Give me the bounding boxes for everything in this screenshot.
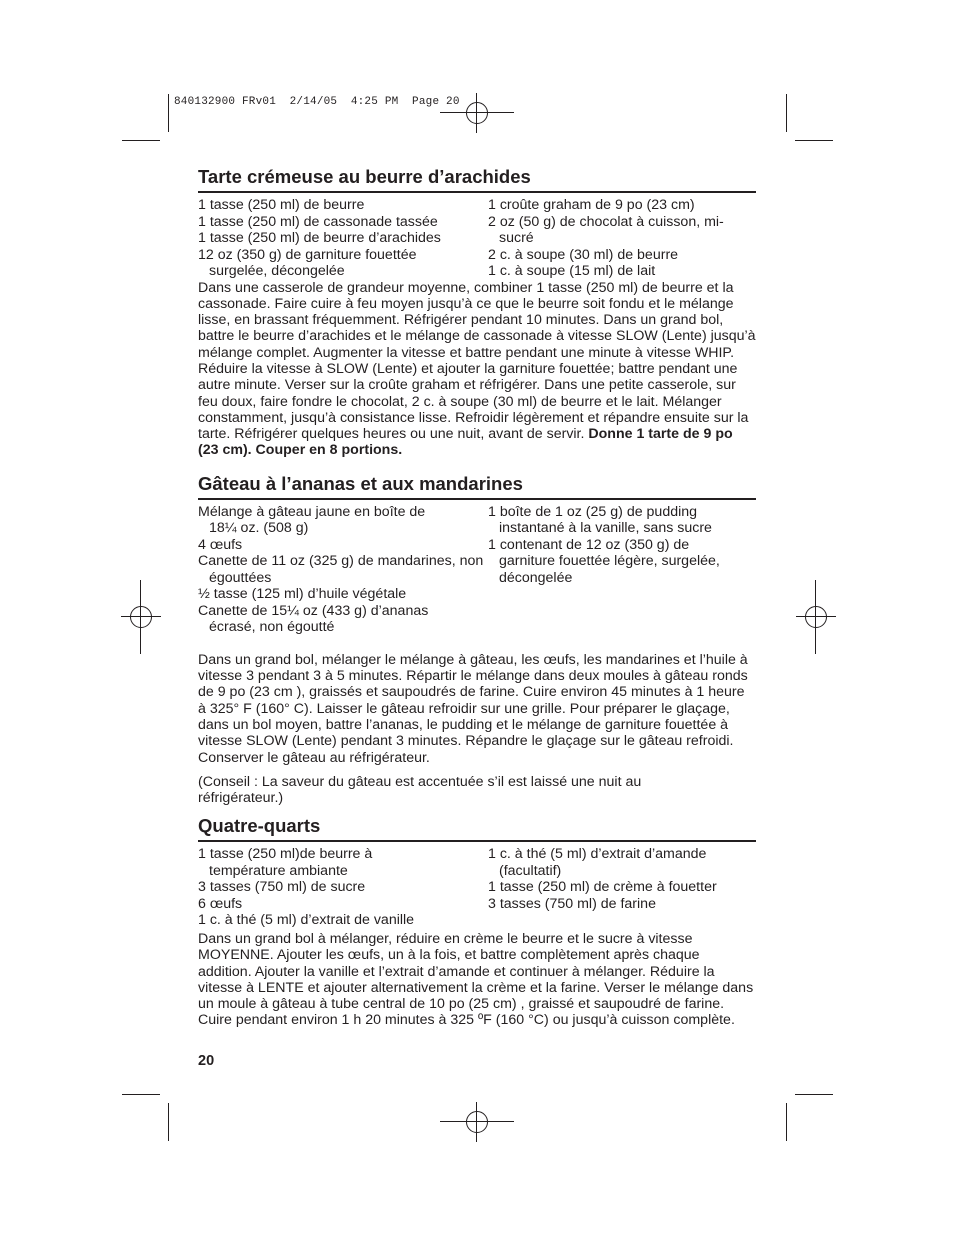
ingredient: 1 tasse (250 ml) de crème à fouetter	[488, 879, 717, 896]
ingredient: 1 contenant de 12 oz (350 g) de garniture fouettée légère, surgelée, décongelée	[488, 536, 720, 586]
crop-mark	[795, 140, 833, 141]
ingredient: 4 œufs	[198, 536, 243, 553]
registration-line	[815, 580, 816, 654]
registration-line	[440, 1121, 514, 1122]
recipe-instructions: Dans un grand bol, mélanger le mélange à gâteau, les œufs, les mandarines et l’huile à vitesse 3 pendant 3 à 5 minutes. Répartir le mélange dans deux moules à gâteau ronds de 9 po (23 cm ), graissés et saupoudrés de farine. Cuire environ 45 minutes à 1 heure à 325° F (160° C). Laisser le gâteau refroidir sur une grille. Pour préparer le glaçage, dans un bol moyen, battre l’ananas, le pudding et le mélange de garniture fouettée à vitesse SLOW (Lente) pendant 3 minutes. Répandre le glaçage sur le gâteau refroidi. Conserver le gâteau au réfrigérateur.	[198, 651, 748, 766]
registration-mark-right	[796, 597, 836, 637]
ingredients-left-column	[198, 197, 488, 280]
ingredient: 1 c. à thé (5 ml) d’extrait de vanille	[198, 912, 415, 929]
ingredient: 1 tasse (250 ml)de beurre à température ambiante	[198, 846, 373, 879]
registration-mark-bottom	[457, 1102, 497, 1142]
ingredient: 1 tasse (250 ml) de beurre	[198, 197, 365, 213]
crop-mark	[122, 140, 160, 141]
ingredient: 1 c. à soupe (15 ml) de lait	[488, 263, 656, 279]
ingredients	[198, 197, 756, 280]
registration-line	[440, 112, 514, 113]
recipe-instructions	[198, 280, 756, 459]
recipe-tip: (Conseil : La saveur du gâteau est accentuée s’il est laissé une nuit au réfrigérateur.)	[198, 773, 642, 807]
ingredient: 12 oz (350 g) de garniture fouettée surgelée, décongelée	[198, 246, 417, 279]
ingredients-right-column	[488, 846, 756, 929]
recipe-title: Gâteau à l’ananas et aux mandarines	[198, 473, 756, 500]
recipe-instructions: Dans un grand bol à mélanger, réduire en crème le beurre et le sucre à vitesse MOYENNE. Ajouter les œufs, un à la fois, et battre complètement après chaque addition. Ajouter la vanille et l’extrait d’amande et continuer à mélanger. Réduire la vitesse à LENTE et ajouter alternativement la crème et la farine. Verser le mélange dans un moule à gâteau à tube central de 10 po (25 cm) , graissé et saupoudré de farine. Cuire pendant environ 1 h 20 minutes à 325 ºF (160 °C) ou jusqu’à cuisson complète.	[198, 930, 754, 1029]
registration-mark-left	[121, 597, 161, 637]
crop-mark	[122, 1094, 160, 1095]
ingredient: 2 c. à soupe (30 ml) de beurre	[488, 246, 679, 263]
ingredients-left-column	[198, 504, 488, 636]
ingredient: 1 boîte de 1 oz (25 g) de pudding instantané à la vanille, sans sucre	[488, 503, 712, 537]
ingredient: Canette de 15¼ oz (433 g) d’ananas écrasé, non égoutté	[198, 602, 429, 636]
recipe-peanut-butter-pie	[198, 166, 756, 459]
ingredient: 1 tasse (250 ml) de cassonade tassée	[198, 213, 438, 230]
ingredient: 3 tasses (750 ml) de sucre	[198, 879, 366, 896]
ingredients-right-column	[488, 197, 756, 280]
instructions-text: Dans une casserole de grandeur moyenne, combiner 1 tasse (250 ml) de beurre et la cassonade. Faire cuire à feu moyen jusqu’à ce que le beurre soit fondu et le mélange lisse, en brassant fréquemment. Réfrigérer pendant 10 minutes. Dans un grand bol, battre le beurre d’arachides et le mélange de cassonade à vitesse SLOW (Lente) jusqu’à mélange complet. Augmenter la vitesse et battre pendant une minute à vitesse WHIP. Réduire la vitesse à SLOW (Lente) et ajouter la garniture fouettée; battre pendant une autre minute. Verser sur la croûte graham et réfrigérer. Dans une petite casserole, sur feu doux, faire fondre le chocolat, 2 c. à soupe (30 ml) de beurre et le lait. Mélanger constamment, jusqu’à consistance lisse. Refroidir légèrement et répandre ensuite sur la tarte. Réfrigérer quelques heures ou une nuit, avant de servir.	[198, 279, 756, 443]
crop-mark	[795, 1094, 833, 1095]
printer-slug: 840132900 FRv01 2/14/05 4:25 PM Page 20	[174, 96, 460, 108]
crop-mark	[168, 1103, 169, 1141]
ingredient: 2 oz (50 g) de chocolat à cuisson, mi-sucré	[488, 213, 724, 246]
recipe-content	[198, 166, 756, 1029]
recipe-title: Quatre-quarts	[198, 815, 756, 842]
ingredient: 6 œufs	[198, 895, 243, 912]
ingredients	[198, 504, 756, 636]
recipe-pound-cake	[198, 815, 756, 1028]
ingredient: 3 tasses (750 ml) de farine	[488, 895, 656, 912]
ingredients-left-column	[198, 846, 488, 929]
ingredient: 1 tasse (250 ml) de beurre d’arachides	[198, 230, 441, 246]
registration-mark-top	[457, 93, 497, 133]
recipe-title: Tarte crémeuse au beurre d’arachides	[198, 166, 756, 193]
crop-mark	[786, 1103, 787, 1141]
ingredient: Canette de 11 oz (325 g) de mandarines, non égouttées	[198, 553, 484, 586]
page-number: 20	[198, 1053, 215, 1069]
recipe-pineapple-mandarin-cake	[198, 473, 756, 807]
ingredients-right-column	[488, 504, 756, 636]
ingredient: Mélange à gâteau jaune en boîte de 18¼ oz. (508 g)	[198, 503, 426, 537]
ingredient: 1 c. à thé (5 ml) d’extrait d’amande (facultatif)	[488, 846, 707, 879]
registration-line	[140, 580, 141, 654]
ingredient: ½ tasse (125 ml) d’huile végétale	[198, 586, 407, 603]
recipe-yield: Donne 1 tarte de 9 po (23 cm). Couper en 8 portions.	[198, 426, 733, 459]
ingredient: 1 croûte graham de 9 po (23 cm)	[488, 197, 695, 213]
crop-mark	[786, 94, 787, 132]
crop-mark	[168, 94, 169, 132]
ingredients	[198, 846, 756, 929]
